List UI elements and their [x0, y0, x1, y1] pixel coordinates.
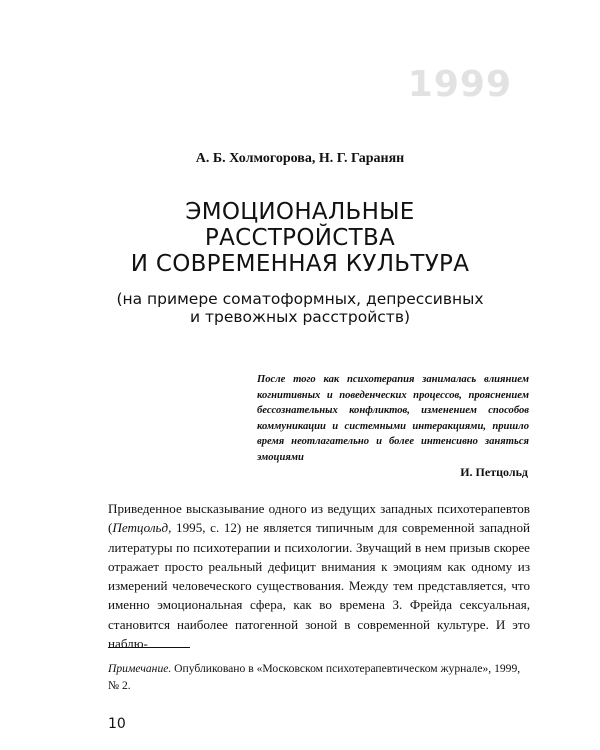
article-title: [0, 199, 600, 277]
subtitle-line: (на примере соматоформных, депрессивных: [116, 290, 484, 308]
body-text-part: Приведенное высказывание одного из ведущих западных психотерапевтов (: [108, 501, 530, 536]
title-line: И СОВРЕМЕННАЯ КУЛЬТУРА: [130, 251, 470, 277]
title-line: ЭМОЦИОНАЛЬНЫЕ: [185, 199, 415, 225]
body-text-part: , 1995, с. 12) не является типичным для современной западной литературы по психотерапии и психологии. Звучащий в нем призыв скорее отражает просто реальный дефицит внимания к эмоциям как одному из измерений человеческого существования. Между тем представляется, что именно эмоциональная сфера, как во времена З. Фрейда сексуальная, становится наиболее патогенной зоной в современной культуре. И это наблю-: [108, 520, 530, 652]
body-paragraph: [108, 499, 530, 653]
watermark-year: 1999: [407, 64, 512, 105]
citation-author: Петцольд: [112, 520, 169, 536]
title-line: РАССТРОЙСТВА: [204, 225, 396, 251]
article-subtitle: [0, 290, 600, 326]
subtitle-line: и тревожных расстройств): [190, 308, 410, 326]
footnote-label: Примечание.: [108, 662, 172, 675]
epigraph-text: После того как психотерапия занималась влиянием когнитивных и поведенческих процессов, прояснением бессознательных конфликтов, изменением способов коммуникации и системными интеракциями, пришло время неотлагательно и более интенсивно заняться эмоциями: [257, 374, 529, 463]
footnote-text: Опубликовано в «Московском психотерапевтическом журнале», 1999, № 2.: [108, 662, 521, 692]
page-number: 10: [108, 716, 126, 732]
authors: А. Б. Холмогорова, Н. Г. Гаранян: [195, 151, 405, 166]
epigraph-author: И. Петцольд: [460, 465, 528, 479]
footnote-divider: [108, 647, 190, 648]
footnote: [108, 660, 530, 694]
